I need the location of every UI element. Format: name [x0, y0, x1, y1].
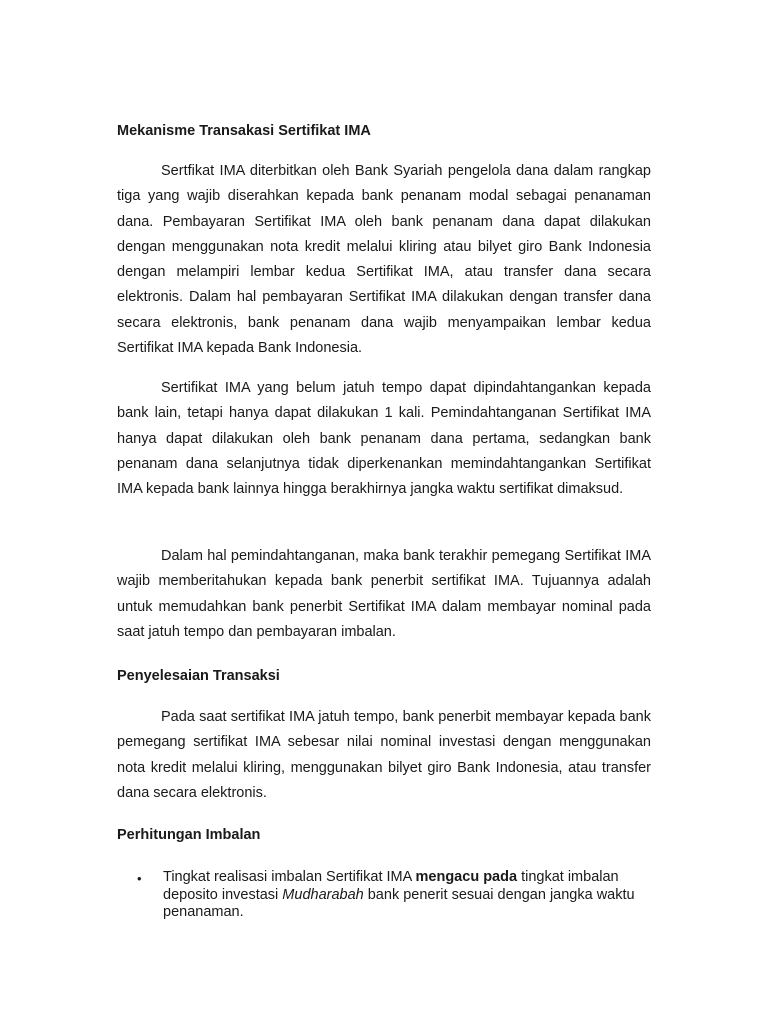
bullet-text-part: bank penerit sesuai dengan jangka waktu penanaman. [163, 886, 635, 920]
bullet-text-term: Mudharabah [282, 886, 364, 903]
section-heading-perhitungan: Perhitungan Imbalan [117, 827, 261, 843]
paragraph-jatuh-tempo: Pada saat sertifikat IMA jatuh tempo, bank penerbit membayar kepada bank pemegang sertifikat IMA sebesar nilai nominal investasi dengan menggunakan nota kredit melalui kliring, menggunakan bilyet giro Bank Indonesia, atau transfer dana secara elektronis. [117, 709, 651, 801]
paragraph-pemindahtanganan: Sertifikat IMA yang belum jatuh tempo dapat dipindahtangankan kepada bank lain, tetapi hanya dapat dilakukan 1 kali. Pemindahtanganan Sertifikat IMA hanya dapat dilakukan oleh bank penanam dana pertama, sedangkan bank penanam dana selanjutnya tidak diperkenankan memindahtangankan Sertifikat IMA kepada bank lainnya hingga berakhirnya jangka waktu sertifikat dimaksud. [117, 380, 651, 498]
bullet-text-part: tingkat imbalan deposito investasi [163, 869, 619, 903]
bullet-marker-icon: • [137, 871, 142, 886]
section-heading-penyelesaian: Penyelesaian Transaksi [117, 668, 280, 684]
bullet-text [163, 869, 663, 922]
bullet-text-emphasis: mengacu pada [415, 869, 518, 885]
section-heading-mekanisme: Mekanisme Transakasi Sertifikat IMA [117, 123, 371, 139]
bullet-text-part: Tingkat realisasi imbalan Sertifikat IMA [163, 869, 416, 885]
paragraph-pemberitahuan: Dalam hal pemindahtanganan, maka bank terakhir pemegang Sertifikat IMA wajib memberitahukan kepada bank penerbit sertifikat IMA. Tujuannya adalah untuk memudahkan bank penerbit Sertifikat IMA dalam membayar nominal pada saat jatuh tempo dan pembayaran imbalan. [117, 548, 651, 640]
paragraph-penerbitan: Sertfikat IMA diterbitkan oleh Bank Syariah pengelola dana dalam rangkap tiga yang wajib diserahkan kepada bank penanam modal sebagai penanaman dana. Pembayaran Sertifikat IMA oleh bank penanam dana dapat dilakukan dengan menggunakan nota kredit melalui kliring atau bilyet giro Bank Indonesia dengan melampiri lembar kedua Sertifikat IMA, atau transfer dana secara elektronis. Dalam hal pembayaran Sertifikat IMA dilakukan dengan transfer dana secara elektronis, bank penanam dana wajib menyampaikan lembar kedua Sertifikat IMA kepada Bank Indonesia. [117, 163, 651, 357]
